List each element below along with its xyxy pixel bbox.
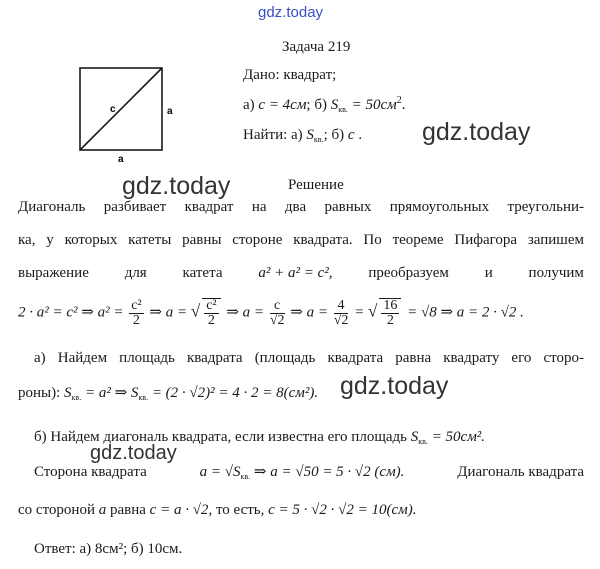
watermark-top: gdz.today [258,4,324,21]
square-diagonal [80,68,162,150]
watermark-lower: gdz.today [90,442,177,464]
task-title: Задача 219 [282,39,351,55]
paragraph-line: а) Найдем площадь квадрата (площадь квадрата равна квадрату его сторо- [34,350,584,366]
given-line: Дано: квадрат; [243,67,337,83]
solution-heading: Решение [288,177,344,193]
answer-line: Ответ: а) 8см²; б) 10см. [34,541,183,557]
square-figure [70,60,190,168]
paragraph-line-formula: со стороной a равна c = a · √2, то есть, c = 5 · √2 · √2 = 10(см). [18,502,417,518]
watermark-right: gdz.today [422,118,531,146]
paragraph-line: Диагональ разбивает квадрат на два равных прямоугольных треугольни- [18,199,584,215]
given-values: а) c = 4см; б) $S_{кв.} = 50см^2$. [243,95,406,114]
find-line: Найти: а) $S_{кв.}$; б) c . [243,127,363,144]
paragraph-line-formula: Сторона квадрата $a = √S_{кв.}$ ⇒ a = √50 = 5 · √2 (см). Диагональ квадрата [34,464,584,481]
paragraph-line-formula: б) Найдем диагональ квадрата, если известна его площадь $S_{кв.} = 50см^2$. [34,429,486,446]
watermark-left: gdz.today [122,172,231,200]
label-a-bottom: a [118,154,124,165]
formula-chain: 2 · a² = c² ⇒ a² = $\frac{\text{c²}}{2}$ ⇒ a = √ $\frac{\text{c²}}{2}$ ⇒ a = $\frac{c}{√2}$ ⇒ a = $\frac{4}{√2}$ = √ $\frac{16}{2}$ = √8 ⇒ a = 2 · √2 . [18,297,524,328]
paragraph-line-formula: выражение для катета a² + a² = c², преобразуем и получим [18,265,584,281]
watermark-center: gdz.today [340,372,449,400]
label-c: c [110,104,116,115]
label-a-right: a [167,106,173,117]
paragraph-line: ка, у которых катеты равны стороне квадрата. По теореме Пифагора запишем [18,232,584,248]
paragraph-line-formula: роны): $S_{кв.} = a^2$ ⇒ $S_{кв.} = (2 \cdot √2)^2 = 4 \cdot 2 = 8(см^2)$. [18,385,319,402]
